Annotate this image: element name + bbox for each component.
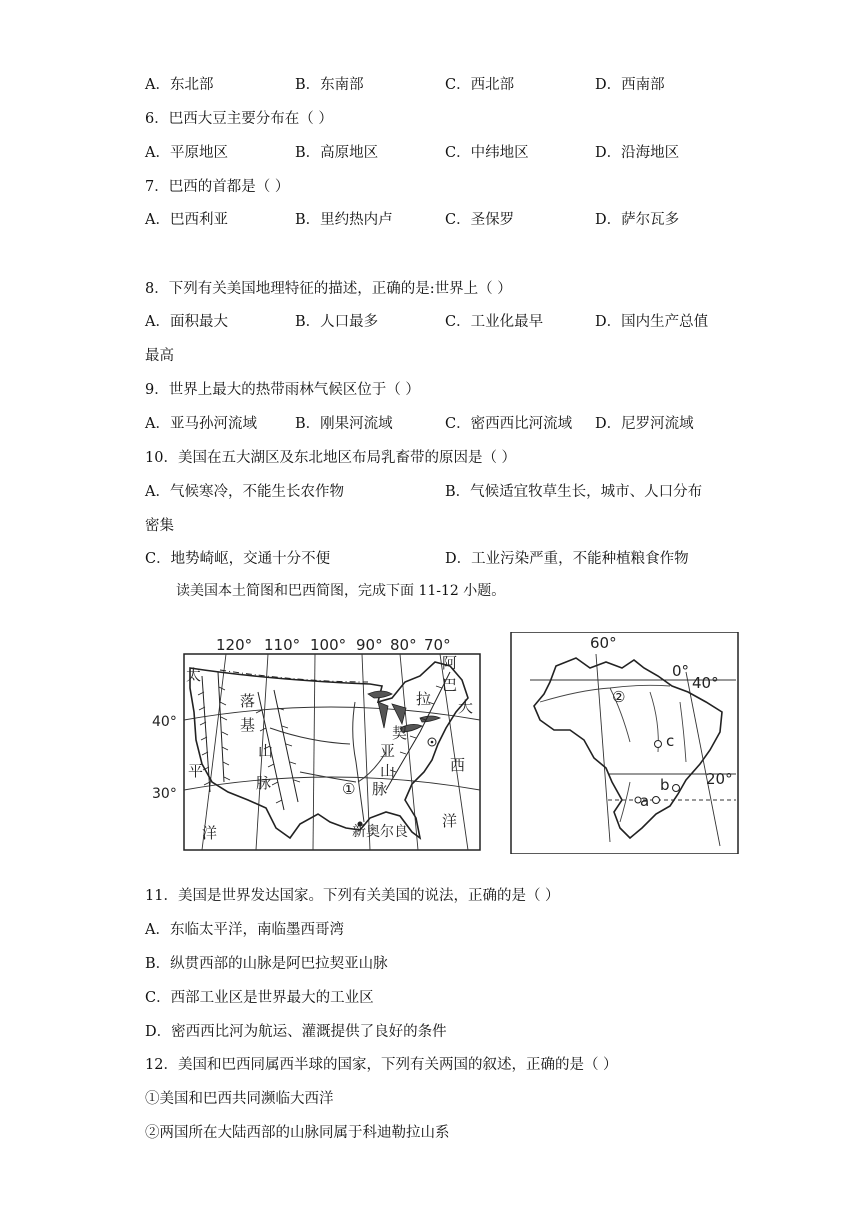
q11-option-d[interactable]: D．密西西比河为航运、灌溉提供了良好的条件 <box>145 1024 447 1040</box>
q7-option-a[interactable]: A．巴西利亚 <box>145 212 228 228</box>
q8-option-d-wrap: 最高 <box>145 348 174 364</box>
usa-lon-100: 100° <box>310 636 347 654</box>
appalachian-char-6: 山 <box>380 762 396 780</box>
rockies-char-2: 基 <box>240 716 256 734</box>
q8-option-c[interactable]: C．工业化最早 <box>445 314 544 330</box>
brazil-lat-0: 0° <box>672 662 690 680</box>
usa-lon-110: 110° <box>264 636 301 654</box>
usa-map <box>150 632 490 854</box>
pacific-char-1: 太 <box>186 666 202 684</box>
q6-stem: 6．巴西大豆主要分布在（ ） <box>145 111 333 127</box>
q10-option-b-wrap: 密集 <box>145 518 174 534</box>
q9-option-c[interactable]: C．密西西比河流域 <box>445 416 573 432</box>
rockies-char-1: 落 <box>240 692 256 710</box>
brazil-marker-2: ② <box>612 688 626 706</box>
brazil-lon-60: 60° <box>590 634 617 652</box>
q11-option-c[interactable]: C．西部工业区是世界最大的工业区 <box>145 990 374 1006</box>
q7-option-b[interactable]: B．里约热内卢 <box>295 212 393 228</box>
atlantic-char-3: 洋 <box>442 812 458 830</box>
usa-lon-80: 80° <box>390 636 417 654</box>
q6-option-b[interactable]: B．高原地区 <box>295 145 379 161</box>
usa-marker-1: ① <box>342 780 356 798</box>
q8-option-d[interactable]: D．国内生产总值 <box>595 314 709 330</box>
brazil-map <box>510 632 740 854</box>
q6-option-c[interactable]: C．中纬地区 <box>445 145 529 161</box>
q5-option-b[interactable]: B．东南部 <box>295 77 364 93</box>
usa-lon-90: 90° <box>356 636 383 654</box>
q5-option-a[interactable]: A．东北部 <box>145 77 214 93</box>
q12-statement-1: ①美国和巴西共同濒临大西洋 <box>145 1091 334 1107</box>
appalachian-char-7: 脉 <box>372 780 388 798</box>
pacific-char-2: 平 <box>188 762 204 780</box>
appalachian-char-3: 拉 <box>416 690 432 708</box>
q9-option-a[interactable]: A．亚马孙河流域 <box>145 416 257 432</box>
q9-option-d[interactable]: D．尼罗河流域 <box>595 416 694 432</box>
brazil-point-a: a <box>640 792 650 810</box>
q8-option-b[interactable]: B．人口最多 <box>295 314 379 330</box>
q6-option-d[interactable]: D．沿海地区 <box>595 145 680 161</box>
rockies-char-3: 山 <box>258 742 274 760</box>
q10-option-a[interactable]: A．气候寒冷，不能生长农作物 <box>145 484 344 500</box>
q10-stem: 10．美国在五大湖区及东北地区布局乳畜带的原因是（ ） <box>145 450 517 466</box>
q7-stem: 7．巴西的首都是（ ） <box>145 179 290 195</box>
atlantic-char-1: 大 <box>458 698 474 716</box>
q10-option-b[interactable]: B．气候适宜牧草生长，城市、人口分布 <box>445 484 703 500</box>
brazil-lon-40: 40° <box>692 674 719 692</box>
usa-lon-70: 70° <box>424 636 451 654</box>
appalachian-char-4: 契 <box>392 724 408 742</box>
q8-stem: 8．下列有关美国地理特征的描述，正确的是:世界上（ ） <box>145 281 512 297</box>
q6-option-a[interactable]: A．平原地区 <box>145 145 228 161</box>
appalachian-char-1: 阿 <box>442 654 458 672</box>
brazil-point-b: b <box>660 776 670 794</box>
appalachian-char-5: 亚 <box>380 742 396 760</box>
brazil-point-c: c <box>666 732 675 750</box>
new-orleans-label: 新奥尔良 <box>352 824 408 840</box>
q12-stem: 12．美国和巴西同属西半球的国家，下列有关两国的叙述，正确的是（ ） <box>145 1057 618 1073</box>
q12-statement-2: ②两国所在大陆西部的山脉同属于科迪勒拉山系 <box>145 1125 450 1141</box>
q11-option-a[interactable]: A．东临太平洋，南临墨西哥湾 <box>145 922 344 938</box>
brazil-lat-20: 20° <box>706 770 733 788</box>
usa-lat-40: 40° <box>152 714 177 730</box>
q10-option-c[interactable]: C．地势崎岖，交通十分不便 <box>145 551 331 567</box>
q5-option-c[interactable]: C．西北部 <box>445 77 515 93</box>
q10-option-d[interactable]: D．工业污染严重，不能种植粮食作物 <box>445 551 689 567</box>
q7-option-c[interactable]: C．圣保罗 <box>445 212 515 228</box>
appalachian-char-2: 巴 <box>442 676 458 694</box>
usa-lat-30: 30° <box>152 786 177 802</box>
atlantic-char-2: 西 <box>450 756 466 774</box>
q9-option-b[interactable]: B．刚果河流域 <box>295 416 393 432</box>
q5-option-d[interactable]: D．西南部 <box>595 77 665 93</box>
q9-stem: 9．世界上最大的热带雨林气候区位于（ ） <box>145 382 420 398</box>
maps-intro: 读美国本土简图和巴西简图，完成下面 11-12 小题。 <box>176 583 506 599</box>
rockies-char-4: 脉 <box>256 774 272 792</box>
q11-stem: 11．美国是世界发达国家。下列有关美国的说法，正确的是（ ） <box>145 888 560 904</box>
q8-option-a[interactable]: A．面积最大 <box>145 314 228 330</box>
q11-option-b[interactable]: B．纵贯西部的山脉是阿巴拉契亚山脉 <box>145 956 388 972</box>
usa-lon-120: 120° <box>216 636 253 654</box>
q7-option-d[interactable]: D．萨尔瓦多 <box>595 212 680 228</box>
pacific-char-3: 洋 <box>202 824 218 842</box>
